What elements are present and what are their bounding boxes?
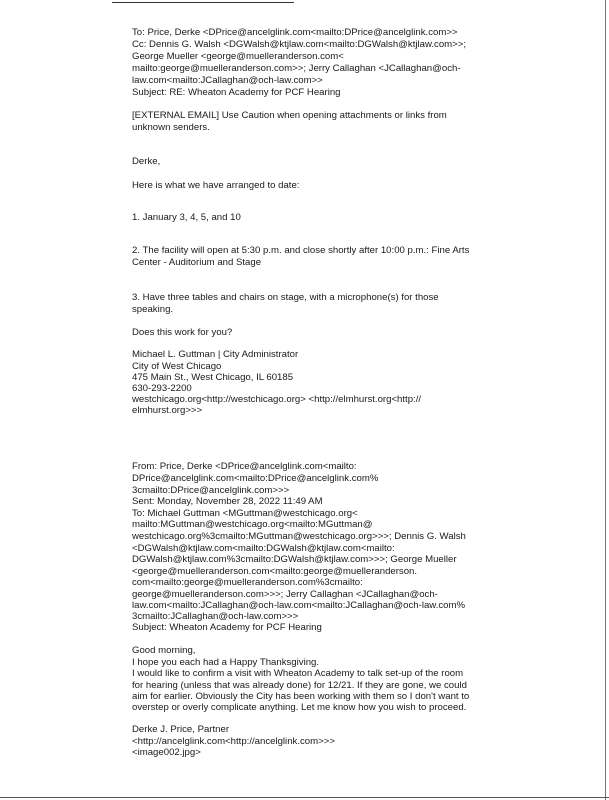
reply-intro: Here is what we have arranged to date: <box>132 180 300 191</box>
header-to: com<mailto:george@muelleranderson.com%3cmailto: <box>132 577 363 588</box>
header-subject: Subject: Wheaton Academy for PCF Hearing <box>132 622 322 633</box>
signature-org: City of West Chicago <box>132 361 222 372</box>
original-body: for hearing (unless that was already done) for 12/21. If they are gone, we could <box>132 680 467 691</box>
header-from: DPrice@ancelglink.com<mailto:DPrice@ancelglink.com% <box>132 473 379 484</box>
list-item: 2. The facility will open at 5:30 p.m. and close shortly after 10:00 p.m.: Fine Arts <box>132 245 470 256</box>
original-body: overstep or overly complicate anything. Let me know how you wish to proceed. <box>132 702 467 713</box>
signature-image: <image002.jpg> <box>132 747 201 758</box>
external-warning: unknown senders. <box>132 122 210 133</box>
signature-links: westchicago.org<http://westchicago.org> <http://elmhurst.org<http:// <box>132 394 422 405</box>
header-to: law.com<mailto:JCallaghan@och-law.com<mailto:JCallaghan@och-law.com% <box>132 600 466 611</box>
header-cc-cont: law.com<mailto:JCallaghan@och-law.com>> <box>132 75 323 86</box>
header-subject: Subject: RE: Wheaton Academy for PCF Hearing <box>132 87 341 98</box>
header-cc-cont: mailto:george@muelleranderson.com>>; Jerry Callaghan <JCallaghan@och- <box>132 63 461 74</box>
header-to: To: Michael Guttman <MGuttman@westchicago.org< <box>132 508 358 519</box>
original-greeting: Good morning, <box>132 645 196 656</box>
original-body: I would like to confirm a visit with Wheaton Academy to talk set-up of the room <box>132 668 464 679</box>
list-item: 3. Have three tables and chairs on stage, with a microphone(s) for those <box>132 292 439 303</box>
original-body: I hope you each had a Happy Thanksgiving. <box>132 657 320 668</box>
header-sent: Sent: Monday, November 28, 2022 11:49 AM <box>132 496 323 507</box>
signature-address: 475 Main St., West Chicago, IL 60185 <box>132 372 294 383</box>
header-to: george@muelleranderson.com>>>; Jerry Callaghan <JCallaghan@och- <box>132 589 438 600</box>
reply-question: Does this work for you? <box>132 327 233 338</box>
bottom-rule <box>0 797 609 798</box>
list-item: Center - Auditorium and Stage <box>132 257 262 268</box>
header-to: To: Price, Derke <DPrice@ancelglink.com<mailto:DPrice@ancelglink.com>> <box>132 27 458 38</box>
header-to: mailto:MGuttman@westchicago.org<mailto:MGuttman@ <box>132 519 373 530</box>
header-cc-cont: George Mueller <george@muelleranderson.com< <box>132 51 344 62</box>
header-to: <DGWalsh@ktjlaw.com<mailto:DGWalsh@ktjlaw.com<mailto: <box>132 543 395 554</box>
header-to: 3cmailto:JCallaghan@och-law.com>>> <box>132 611 299 622</box>
right-edge-rule <box>605 0 606 800</box>
header-to: <george@muelleranderson.com<mailto:george@muelleranderson. <box>132 566 418 577</box>
header-to: westchicago.org%3cmailto:MGuttman@westchicago.org>>>; Dennis G. Walsh <box>132 531 466 542</box>
header-from: From: Price, Derke <DPrice@ancelglink.com<mailto: <box>132 461 357 472</box>
list-item: speaking. <box>132 304 174 315</box>
list-item: 1. January 3, 4, 5, and 10 <box>132 212 241 223</box>
top-rule <box>112 2 294 3</box>
signature-phone: 630-293-2200 <box>132 383 192 394</box>
signature-name: Michael L. Guttman | City Administrator <box>132 349 299 360</box>
signature-link: <http://ancelglink.com<http://ancelglink.com>>> <box>132 736 335 747</box>
external-warning: [EXTERNAL EMAIL] Use Caution when opening attachments or links from <box>132 110 447 121</box>
original-body: aim for earlier. Obviously the City has been working with them so I don't want to <box>132 691 470 702</box>
reply-greeting: Derke, <box>132 156 161 167</box>
signature-name: Derke J. Price, Partner <box>132 724 230 735</box>
header-to: DGWalsh@ktjlaw.com%3cmailto:DGWalsh@ktjlaw.com>>>; George Mueller <box>132 554 457 565</box>
signature-links: elmhurst.org>>> <box>132 405 203 416</box>
header-from: 3cmailto:DPrice@ancelglink.com>>> <box>132 485 290 496</box>
header-cc: Cc: Dennis G. Walsh <DGWalsh@ktjlaw.com<mailto:DGWalsh@ktjlaw.com>>; <box>132 39 467 50</box>
